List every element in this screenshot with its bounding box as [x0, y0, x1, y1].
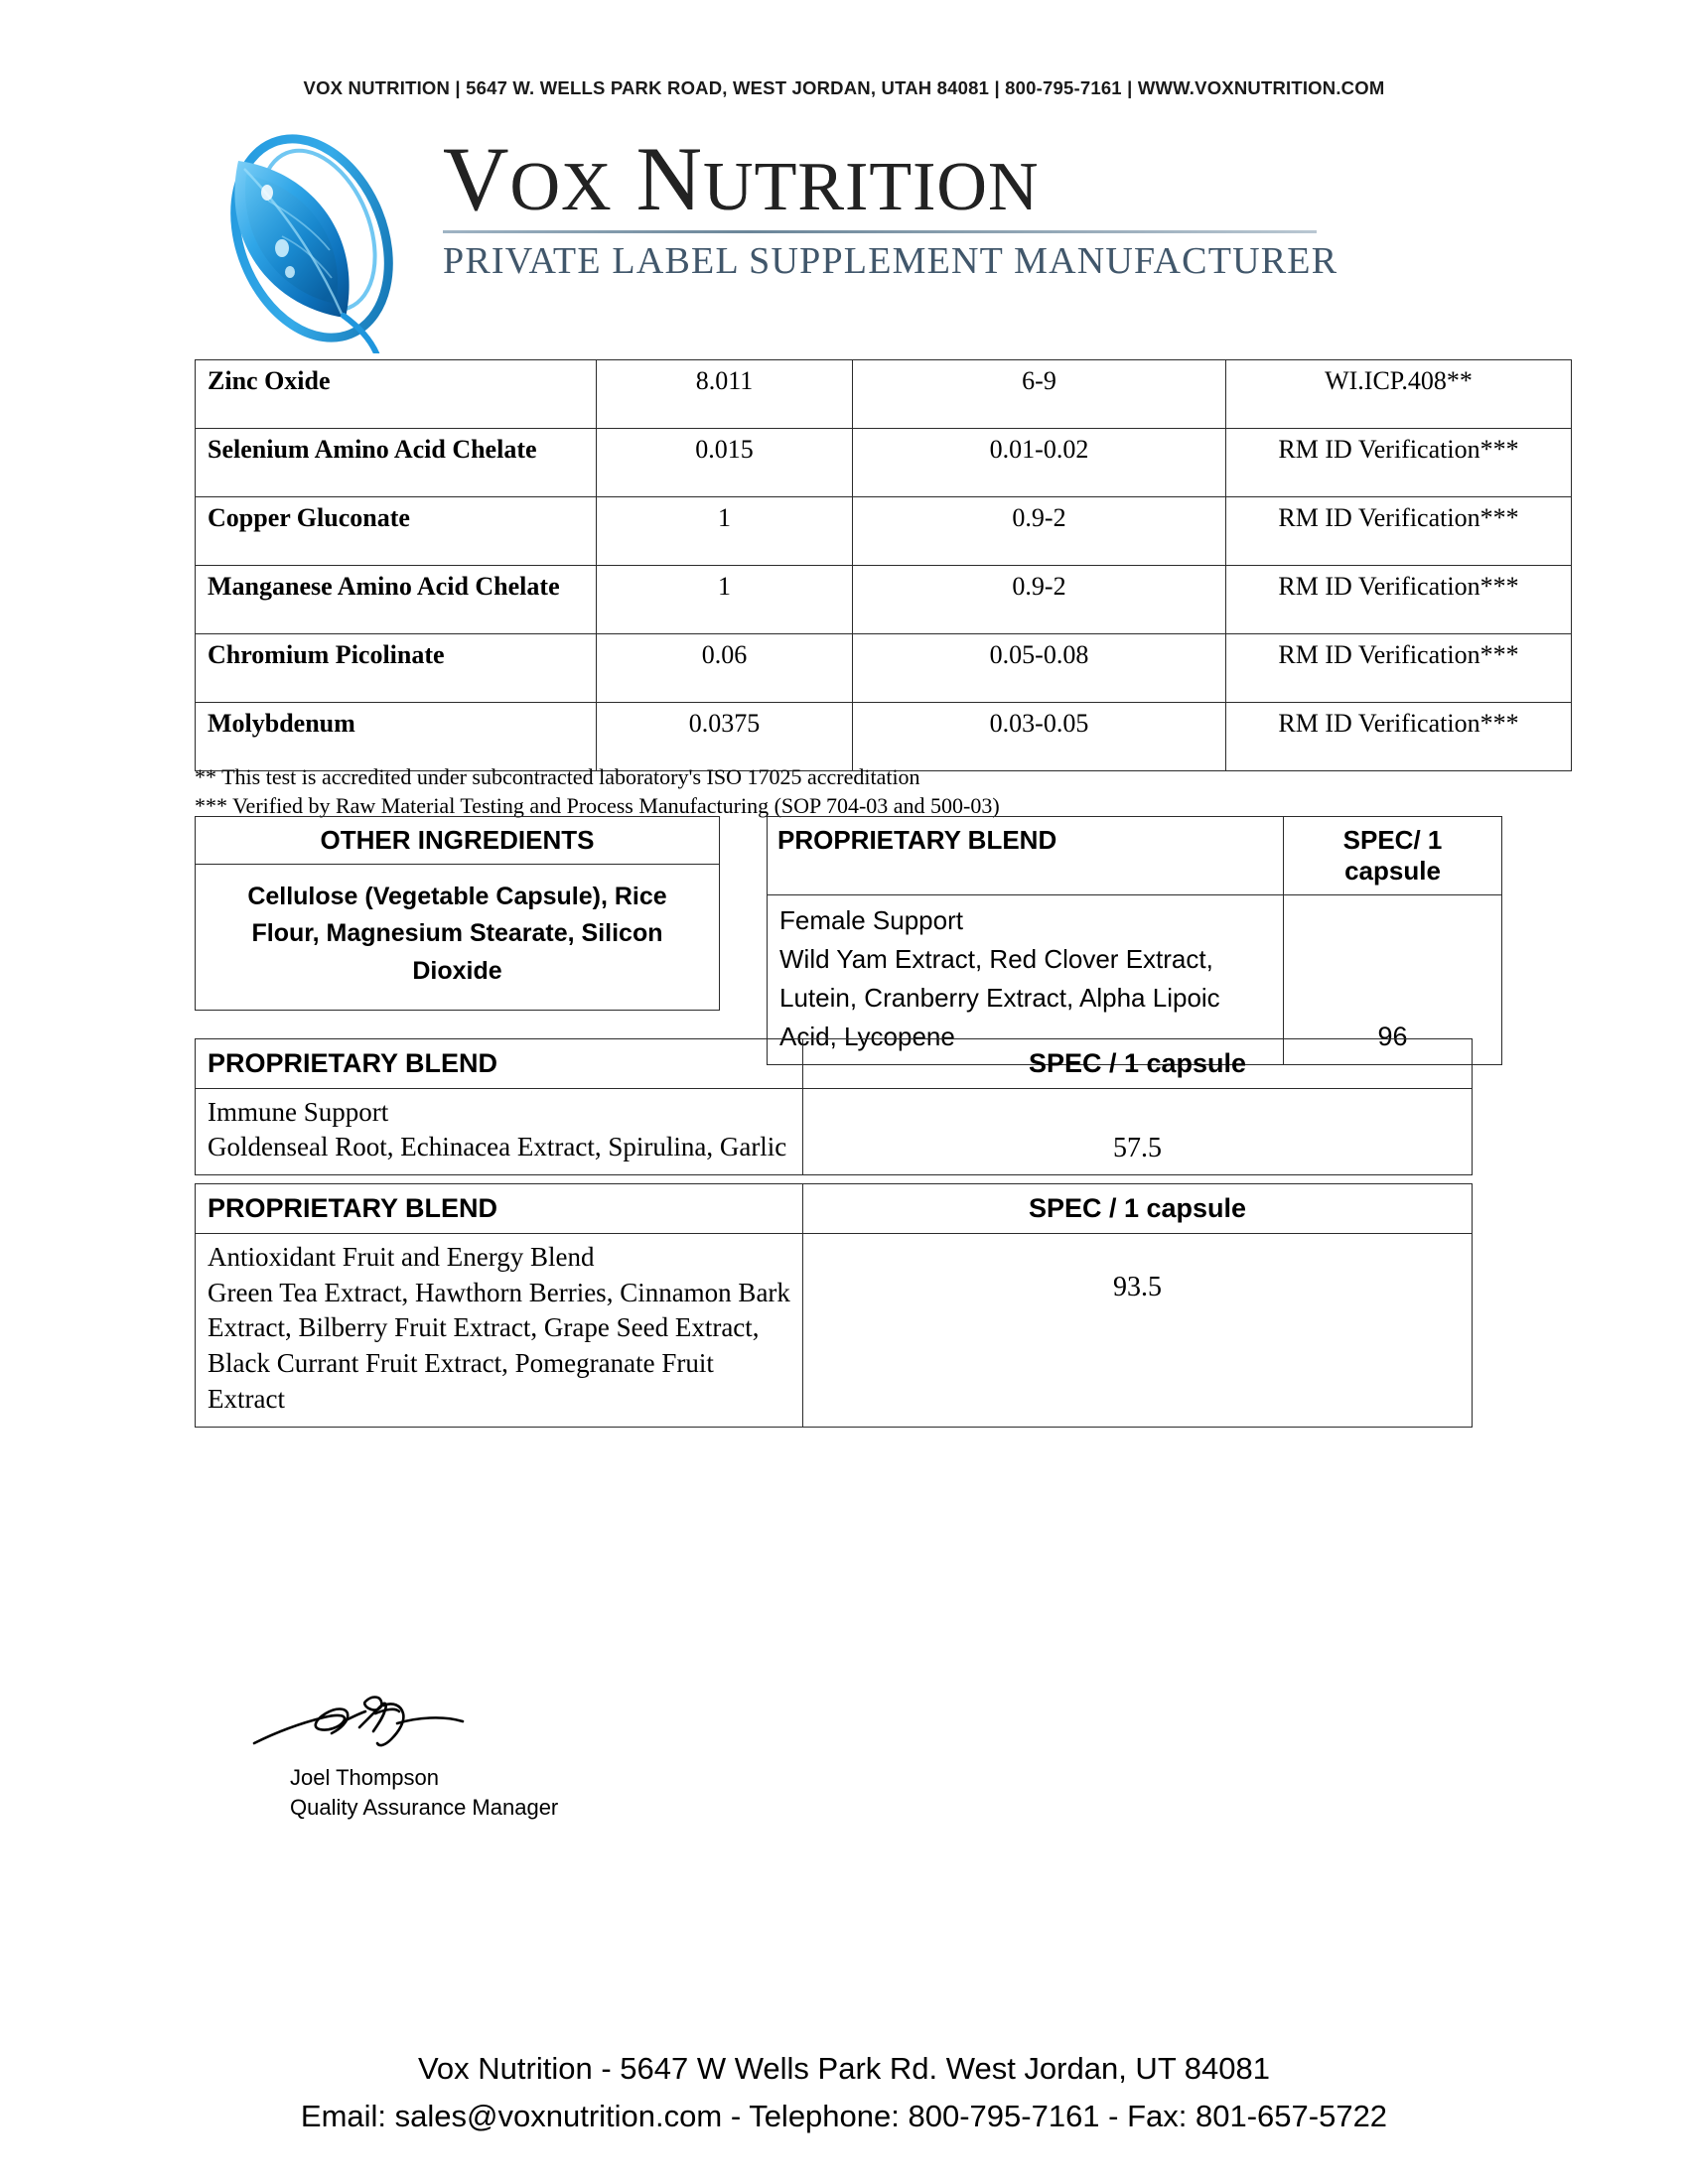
table-row — [196, 1234, 1473, 1428]
logo-word-n: N — [635, 128, 704, 229]
cell-range: 0.9-2 — [853, 497, 1226, 566]
female-blend-name: Female Support — [779, 905, 963, 935]
cell-amount: 1 — [597, 497, 853, 566]
immune-support-blend-table — [195, 1038, 1473, 1175]
antioxidant-blend-spec-heading: SPEC / 1 capsule — [803, 1184, 1473, 1234]
table-row — [196, 497, 1572, 566]
immune-blend-spec-heading: SPEC / 1 capsule — [803, 1039, 1473, 1089]
antioxidant-blend-name: Antioxidant Fruit and Energy Blend — [208, 1242, 595, 1272]
table-row — [196, 1184, 1473, 1234]
page-footer — [0, 2045, 1688, 2140]
immune-blend-ingredients: Goldenseal Root, Echinacea Extract, Spirulina, Garlic — [208, 1132, 787, 1162]
immune-blend-spec-value: 57.5 — [803, 1089, 1473, 1175]
spec-table-body — [196, 360, 1572, 771]
cell-ingredient: Selenium Amino Acid Chelate — [196, 429, 597, 497]
antioxidant-blend-heading: PROPRIETARY BLEND — [196, 1184, 803, 1234]
cell-range: 0.05-0.08 — [853, 634, 1226, 703]
logo-wordmark — [443, 128, 1376, 229]
other-ingredients-body-text: Cellulose (Vegetable Capsule), Rice Flour, Magnesium Stearate, Silicon Dioxide — [196, 865, 720, 1011]
cell-amount: 0.015 — [597, 429, 853, 497]
female-blend-heading: PROPRIETARY BLEND — [768, 817, 1284, 895]
cell-method: WI.ICP.408** — [1226, 360, 1572, 429]
immune-blend-heading: PROPRIETARY BLEND — [196, 1039, 803, 1089]
antioxidant-blend-table — [195, 1183, 1473, 1428]
company-logo — [195, 127, 1376, 353]
table-row — [196, 703, 1572, 771]
other-ingredients-table — [195, 816, 720, 1011]
cell-ingredient: Manganese Amino Acid Chelate — [196, 566, 597, 634]
handwritten-signature-icon — [248, 1688, 546, 1757]
antioxidant-blend-body — [196, 1184, 1473, 1428]
cell-amount: 0.0375 — [597, 703, 853, 771]
cell-method: RM ID Verification*** — [1226, 634, 1572, 703]
leaf-orbit-icon — [195, 127, 443, 353]
immune-blend-name: Immune Support — [208, 1097, 389, 1127]
logo-divider-rule — [443, 230, 1317, 233]
table-row — [196, 634, 1572, 703]
logo-word-utrition: UTRITION — [703, 149, 1040, 225]
cell-ingredient: Molybdenum — [196, 703, 597, 771]
logo-text — [443, 128, 1376, 283]
cell-amount: 1 — [597, 566, 853, 634]
cell-range: 6-9 — [853, 360, 1226, 429]
antioxidant-blend-content — [196, 1234, 803, 1428]
signatory-title: Quality Assurance Manager — [290, 1794, 559, 1820]
immune-blend-content — [196, 1089, 803, 1175]
footer-contact-line: Email: sales@voxnutrition.com - Telephone: 800-795-7161 - Fax: 801-657-5722 — [300, 2099, 1388, 2134]
cell-range: 0.9-2 — [853, 566, 1226, 634]
footer-address-line: Vox Nutrition - 5647 W Wells Park Rd. West Jordan, UT 84081 — [417, 2051, 1271, 2086]
female-blend-spec-heading: SPEC/ 1 capsule — [1284, 817, 1502, 895]
cell-amount: 0.06 — [597, 634, 853, 703]
cell-method: RM ID Verification*** — [1226, 497, 1572, 566]
female-blend-body — [768, 817, 1502, 1065]
footnote-double-star: ** This test is accredited under subcontracted laboratory's ISO 17025 accreditation — [195, 764, 920, 789]
cell-method: RM ID Verification*** — [1226, 429, 1572, 497]
table-row — [196, 429, 1572, 497]
cell-amount: 8.011 — [597, 360, 853, 429]
immune-blend-body — [196, 1039, 1473, 1175]
table-row — [196, 817, 720, 865]
cell-ingredient: Copper Gluconate — [196, 497, 597, 566]
logo-word-v: V — [443, 128, 510, 229]
table-row — [768, 817, 1502, 895]
signatory-name: Joel Thompson — [290, 1765, 440, 1790]
table-row — [196, 865, 720, 1011]
company-address-header: VOX NUTRITION | 5647 W. WELLS PARK ROAD, WEST JORDAN, UTAH 84081 | 800-795-7161 | WWW.VOXNUTRITION.COM — [303, 77, 1385, 98]
cell-ingredient: Chromium Picolinate — [196, 634, 597, 703]
other-ingredients-heading: OTHER INGREDIENTS — [196, 817, 720, 865]
table-row — [196, 360, 1572, 429]
cell-method: RM ID Verification*** — [1226, 703, 1572, 771]
cell-method: RM ID Verification*** — [1226, 566, 1572, 634]
signature-block — [248, 1688, 705, 1822]
antioxidant-blend-ingredients: Green Tea Extract, Hawthorn Berries, Cinnamon Bark Extract, Bilberry Fruit Extract, Grape Seed Extract, Black Currant Fruit Extract, Pomegranate Fruit Extract — [208, 1277, 790, 1414]
cell-range: 0.01-0.02 — [853, 429, 1226, 497]
logo-word-ox: OX — [509, 149, 613, 225]
other-ingredients-body — [196, 817, 720, 1011]
footnote-triple-star: *** Verified by Raw Material Testing and Process Manufacturing (SOP 704-03 and 500-03) — [195, 793, 1000, 819]
female-blend-spec-value: 96 — [1284, 895, 1502, 1065]
cell-ingredient: Zinc Oxide — [196, 360, 597, 429]
table-footnotes — [195, 762, 1386, 820]
cell-range: 0.03-0.05 — [853, 703, 1226, 771]
female-blend-ingredients: Wild Yam Extract, Red Clover Extract, Lutein, Cranberry Extract, Alpha Lipoic Acid, Lycopene — [779, 944, 1220, 1051]
antioxidant-blend-spec-value: 93.5 — [803, 1234, 1473, 1428]
ingredient-spec-table — [195, 359, 1572, 771]
female-support-blend-table — [767, 816, 1502, 1065]
table-row — [196, 1089, 1473, 1175]
table-row — [196, 1039, 1473, 1089]
table-row — [196, 566, 1572, 634]
logo-tagline: PRIVATE LABEL SUPPLEMENT MANUFACTURER — [443, 239, 1338, 282]
